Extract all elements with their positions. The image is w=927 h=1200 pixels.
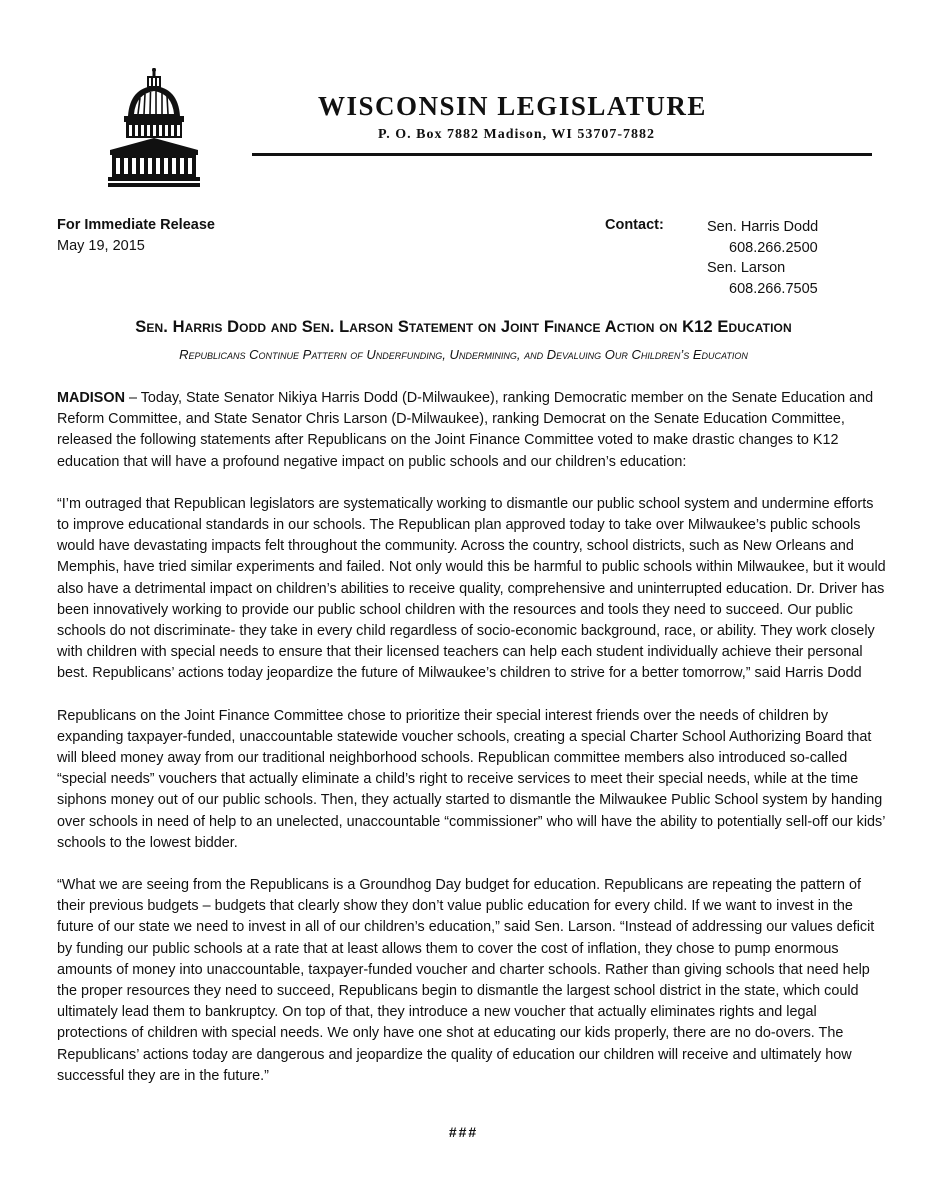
release-label: For Immediate Release bbox=[57, 217, 215, 233]
organization-address: P. O. Box 7882 Madison, WI 53707-7882 bbox=[378, 127, 655, 142]
harris-dodd-quote-paragraph: “I’m outraged that Republican legislators are systematically working to dismantle our public school system and undermine efforts to improve educational standards in our schools. The Republican plan approved today to take over Milwaukee’s public schools would have devastating impacts felt throughout the community. Across the country, school districts, such as New Orleans and Memphis, have tried similar experiments and failed. Not only would this be harmful to public schools within Milwaukee, but it would also have a detrimental impact on children’s abilities to receive quality, comprehensive and uninterrupted education. Dr. Driver has been innovatively working to provide our public school children with the resources and tools they need to succeed. Our public schools do not discriminate- they take in every child regardless of socio-economic background, race, or ability. They work closely with children with special needs to ensure that their licensed teachers can help each student individually achieve their personal best. Republicans’ actions today jeopardize the future of Milwaukee’s children to strive for a better tomorrow,” said Harris Dodd bbox=[57, 495, 886, 682]
capitol-building-logo bbox=[108, 68, 200, 188]
intro-paragraph bbox=[57, 388, 887, 473]
contact-name: Sen. Harris Dodd bbox=[707, 219, 819, 235]
contact-list bbox=[707, 217, 818, 299]
committee-actions-paragraph: Republicans on the Joint Finance Committee chose to prioritize their special interest friends over the needs of children by expanding taxpayer-funded, unaccountable statewide voucher schools, creating a special Charter School Authorizing Board that will bleed money away from our traditional neighborhood schools. Republican committee members also introduced so-called “special needs” vouchers that actually eliminate a child’s right to receive services to meet their special needs, while at the time siphons money out of our public schools. Then, they actually started to dismantle the Milwaukee Public School system by handing over schools in need of help to an unelected, unaccountable “commissioner” who will have the ability to potentially sell-off our kids’ schools to the lowest bidder. bbox=[57, 707, 885, 851]
contact-label: Contact: bbox=[605, 217, 664, 233]
larson-quote-paragraph: “What we are seeing from the Republicans is a Groundhog Day budget for education. Republicans are repeating the pattern of their previous budgets – budgets that clearly show they don’t value public education for every child. If we want to invest in the future of our state we need to invest in all of our children’s education,” said Sen. Larson. “Instead of addressing our values deficit by funding our public schools at a rate that at least allows them to cover the cost of inflation, they chose to pump enormous amounts of money into unaccountable, taxpayer-funded voucher and charter schools. Rather than giving schools that need help the proper resources they need to succeed, Republicans begin to dismantle the largest school district in the state, which could ultimately lead them to bankruptcy. On top of that, they introduce a new voucher that actually eliminates rights and legal protections of children with special needs. We only have one shot at educating our kids properly, there are no do-overs. The Republicans’ actions today are dangerous and jeopardize the quality of education our children will receive and ultimately how successful they are in the future.” bbox=[57, 877, 875, 1084]
dateline: MADISON bbox=[57, 390, 125, 406]
body-text bbox=[57, 388, 887, 1108]
contact-name: Sen. Larson bbox=[707, 260, 786, 276]
headline: Sen. Harris Dodd and Sen. Larson Statement on Joint Finance Action on K12 Education bbox=[135, 318, 792, 336]
end-mark: ### bbox=[448, 1124, 479, 1140]
contact-phone: 608.266.2500 bbox=[729, 239, 818, 256]
organization-name: WISCONSIN LEGISLATURE bbox=[318, 91, 707, 121]
letterhead-divider bbox=[252, 153, 872, 156]
release-date: May 19, 2015 bbox=[57, 238, 145, 254]
contact-phone: 608.266.7505 bbox=[729, 280, 818, 297]
intro-text: – Today, State Senator Nikiya Harris Dodd (D-Milwaukee), ranking Democratic member on the Senate Education and Reform Committee, and State Senator Chris Larson (D-Milwaukee), ranking Democrat on the Senate Education Committee, released the following statements after Republicans on the Joint Finance Committee voted to make drastic changes to K12 education that will have a profound negative impact on public schools and our children’s education: bbox=[57, 390, 874, 470]
subheadline: Republicans Continue Pattern of Underfunding, Undermining, and Devaluing Our Children’s Education bbox=[179, 347, 748, 362]
